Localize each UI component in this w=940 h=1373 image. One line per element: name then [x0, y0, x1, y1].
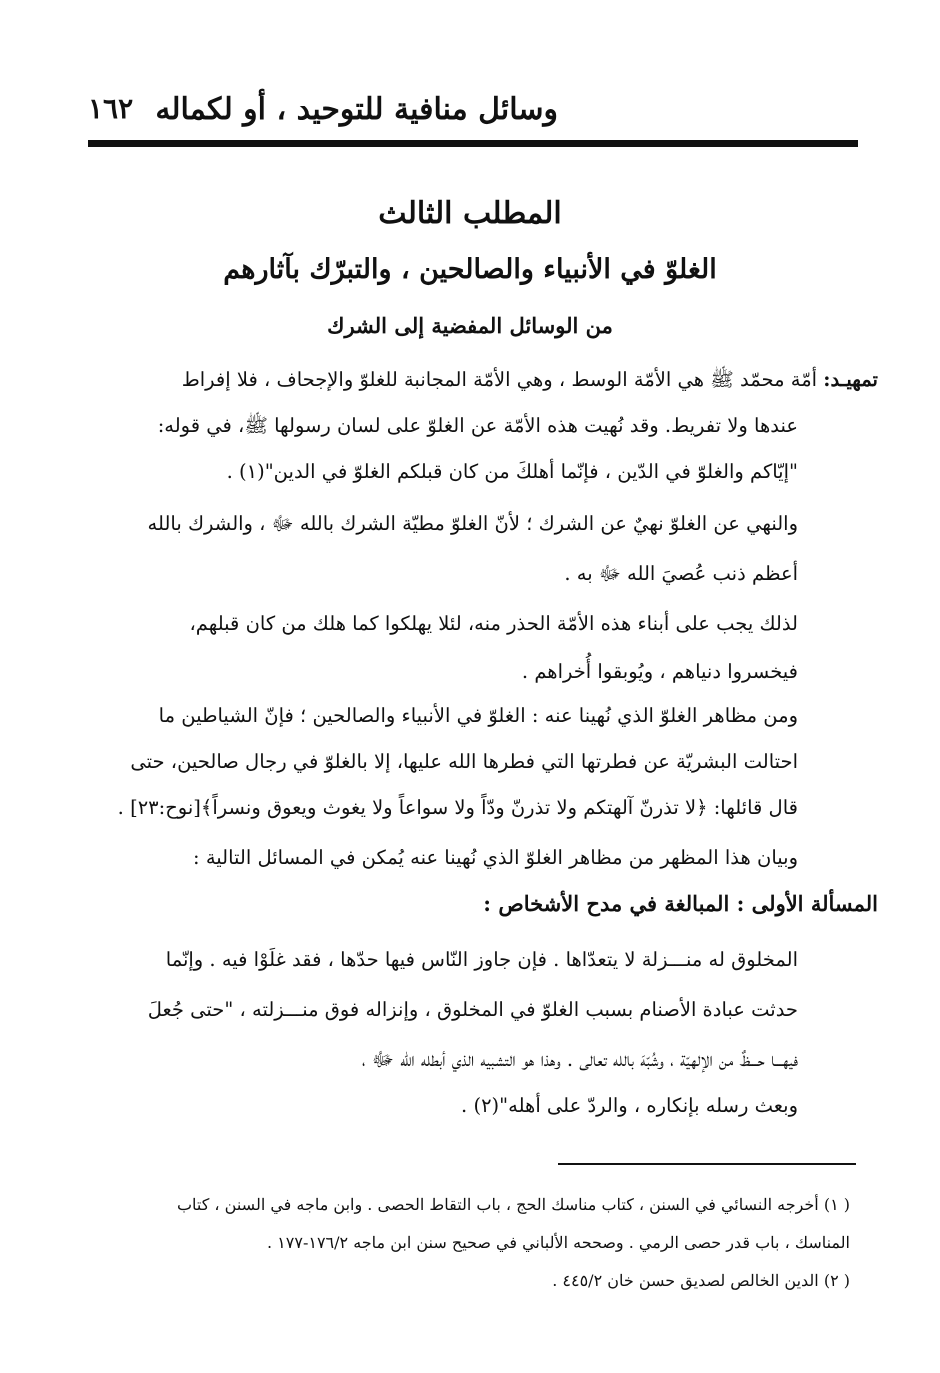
paragraph-line [182, 357, 878, 403]
header-rule [88, 140, 858, 147]
paragraph-line: والنهي عن الغلوّ نهيٌ عن الشرك ؛ لأنّ الغلوّ مطيّة الشرك بالله ﷻ ، والشرك بالله [147, 512, 798, 535]
header-title: وسائل منافية للتوحيد ، أو لكماله [155, 92, 558, 127]
paragraph-line: فيهـــا حـــظٌ من الإلهيّة ، وشُبّهَ بالله تعالى . وهذا هو التشبيه الذي أبطله الله ﷻ ، [361, 1048, 798, 1071]
running-header [88, 92, 858, 132]
paragraph-line: وبيان هذا المظهر من مظاهر الغلوّ الذي نُهينا عنه يُمكن في المسائل التالية : [193, 846, 798, 869]
footnote-rule [558, 1163, 856, 1165]
paragraph-line: فيخسروا دنياهم ، ويُوبقوا أُخراهم . [521, 660, 798, 683]
intro-label: تمهيـد: [823, 368, 878, 391]
paragraph-line: أعظم ذنب عُصيَ الله ﷻ به . [564, 562, 798, 585]
page-number: ١٦٢ [88, 92, 134, 125]
paragraph-line: حدثت عبادة الأصنام بسبب الغلوّ في المخلوق ، وإنزاله فوق منـــزلته ، "حتى جُعلَ [147, 998, 798, 1021]
paragraph-line: احتالت البشريّة عن فطرتها التي فطرها الله عليها، إلا بالغلوّ في رجال صالحين، حتى [130, 750, 798, 773]
intro-text: أمّة محمّد ﷺ هي الأمّة الوسط ، وهي الأمّة المجانبة للغلوّ والإجحاف ، فلا إفراط [181, 368, 818, 391]
paragraph-line: ومن مظاهر الغلوّ الذي نُهينا عنه : الغلوّ في الأنبياء والصالحين ؛ فإنّ الشياطين ما [158, 704, 798, 727]
section-subtitle: الغلوّ في الأنبياء والصالحين ، والتبرّك بآثارهم [223, 254, 717, 285]
footnote-1-continued: المناسك ، باب قدر حصى الرمي . وصححه الألباني في صحيح سنن ابن ماجه ١٧٦/٢-١٧٧ . [266, 1233, 850, 1252]
paragraph-line: المخلوق له منـــزلة لا يتعدّاها . فإن جاوز النّاس فيها حدّها ، فقد غلَوْا فيه . وإنّما [165, 948, 798, 971]
quran-verse-line: قال قائلها: ﴿لا تذرنّ آلهتكم ولا تذرنّ ودّاً ولا سواعاً ولا يغوث ويعوق ونسراً﴾[نوح:٢٣] . [117, 796, 798, 819]
paragraph-line: عندها ولا تفريط. وقد نُهيت هذه الأمّة عن الغلوّ على لسان رسولها ﷺ، في قوله: [157, 414, 798, 437]
footnote-2: ( ٢) الدين الخالص لصديق حسن خان ٤٤٥/٢ . [552, 1271, 850, 1290]
footnote-1: ( ١) أخرجه النسائي في السنن ، كتاب مناسك الحج ، باب التقاط الحصى . وابن ماجه في السنن ، كتاب [176, 1195, 850, 1214]
section-title: المطلب الثالث [378, 196, 562, 231]
footnotes [90, 1186, 850, 1300]
paragraph-line: لذلك يجب على أبناء هذه الأمّة الحذر منه، لئلا يهلكوا كما هلك من كان قبلهم، [189, 612, 798, 635]
paragraph-line: وبعث رسله بإنكاره ، والردّ على أهله"(٢) . [461, 1094, 798, 1117]
section-subtitle-secondary: من الوسائل المفضية إلى الشرك [327, 313, 613, 338]
question-heading: المسألة الأولى : المبالغة في مدح الأشخاص : [483, 891, 878, 916]
paragraph-line: "إيّاكم والغلوّ في الدّين ، فإنّما أهلكَ من كان قبلكم الغلوّ في الدين"(١) . [226, 460, 798, 483]
